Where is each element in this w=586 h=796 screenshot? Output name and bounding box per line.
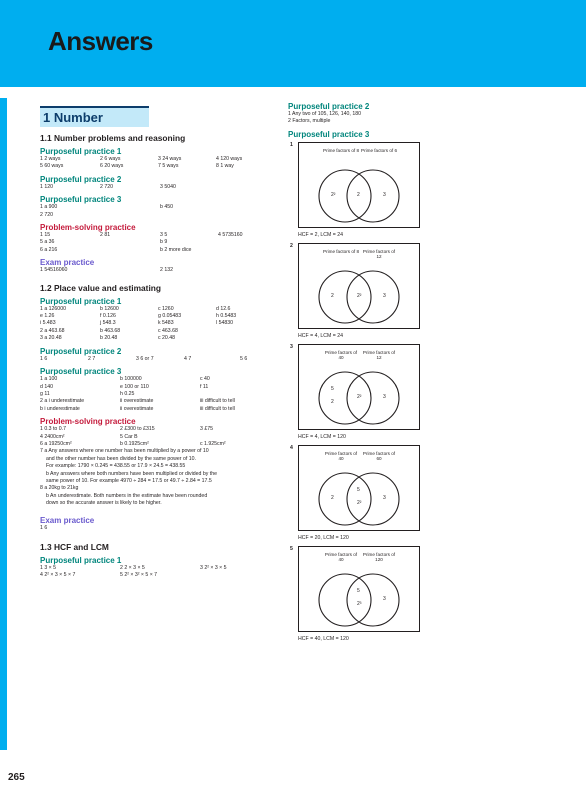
answer: 3 6 or 7	[136, 355, 154, 362]
answer: b 450	[160, 204, 173, 211]
answer-table	[40, 232, 280, 254]
answer: c 40	[200, 376, 210, 383]
venn-item	[288, 243, 578, 339]
answer: b 12600	[100, 305, 119, 312]
answer-row	[40, 384, 280, 391]
answer: 1 6	[40, 355, 48, 362]
answer: b 20.48	[100, 335, 118, 342]
answer: 6 a 216	[40, 246, 58, 253]
answer: g 0.05483	[158, 313, 182, 320]
answer: j 548.3	[100, 320, 116, 327]
answer-row	[40, 572, 280, 579]
answer-table	[40, 565, 280, 580]
answer	[218, 247, 278, 254]
answer: 5 a 36	[40, 239, 55, 246]
prime-factor: 5	[331, 385, 334, 392]
answer: 2 720	[100, 183, 113, 190]
answer: 2 7	[88, 355, 96, 362]
question-number: 5	[290, 545, 293, 552]
answer-row	[40, 239, 280, 246]
answer: h 0.25	[120, 390, 135, 397]
answer	[200, 391, 260, 398]
answer: d 12.6	[216, 305, 231, 312]
answer: iii difficult to tell	[200, 405, 235, 412]
answer: 1 3 × 5	[40, 565, 57, 572]
answer-text: 1 6	[40, 524, 48, 531]
answer-text: same power of 10. For example 4970 ÷ 284 = 17.5 or 49.7 ÷ 2.84 = 17.5	[46, 477, 212, 484]
answer: 3 £75	[200, 426, 213, 433]
answer-table	[40, 376, 280, 413]
answer: 2 720	[40, 211, 53, 218]
venn-circles	[299, 244, 419, 328]
prime-factor: 3	[383, 595, 386, 602]
answer	[100, 239, 160, 246]
answer: 1 a 126000	[40, 305, 66, 312]
answer-text: b An underestimate. Both numbers in the estimate have been rounded	[46, 492, 208, 499]
page-title: Answers	[48, 26, 153, 56]
answer-row	[40, 356, 280, 363]
answer: 2 2 × 3 × 5	[120, 565, 145, 572]
prime-factor: 2	[331, 494, 334, 501]
answer-table	[40, 426, 280, 448]
answer: 1 0.3 to 0.7	[40, 426, 66, 433]
set-b-label: Prime factors of 120	[362, 551, 396, 563]
prime-factor: 5	[357, 486, 360, 493]
answer: 5 2² × 3² × 5 × 7	[120, 572, 158, 579]
set-a-label: Prime factors of 8	[323, 147, 359, 153]
hcf-lcm-caption: HCF = 4, LCM = 24	[298, 332, 343, 339]
prime-factor: 2²	[357, 499, 362, 506]
answer-row	[40, 267, 280, 274]
set-a-circle	[319, 170, 371, 222]
answer: 6 a 19250cm²	[40, 440, 72, 447]
answer: b 463.68	[100, 327, 121, 334]
set-b-circle	[347, 473, 399, 525]
answer: b i underestimate	[40, 405, 80, 412]
answer: h 0.5483	[216, 313, 237, 320]
answer-row	[40, 391, 280, 398]
set-b-label: Prime factors of 12	[362, 349, 396, 361]
answer: 2 a 463.68	[40, 327, 65, 334]
answer-row	[40, 565, 280, 572]
prime-factor: 3	[383, 191, 386, 198]
answer	[160, 212, 220, 219]
answer: 1 54516060	[40, 267, 68, 274]
subheading: Purposeful practice 1	[40, 147, 122, 156]
answer: k 5483	[158, 320, 174, 327]
answer: 2 6 ways	[100, 156, 121, 162]
venn-diagram	[298, 546, 420, 632]
subheading: Purposeful practice 2	[288, 102, 370, 111]
answer: 4 120 ways	[216, 156, 243, 162]
answer: l 54830	[216, 320, 234, 327]
hcf-lcm-caption: HCF = 40, LCM = 120	[298, 635, 349, 642]
prime-factor: 3	[383, 494, 386, 501]
set-b-label: Prime factors of 6	[361, 147, 397, 153]
subheading: Purposeful practice 1	[40, 296, 122, 306]
venn-diagram	[298, 142, 420, 228]
answer: b 100000	[120, 376, 142, 383]
answer-table	[40, 156, 280, 171]
answer: 4 5735160	[218, 232, 243, 239]
answer	[200, 434, 260, 441]
answer: i 5.483	[40, 320, 56, 327]
right-column	[288, 100, 578, 647]
answer-row	[40, 335, 280, 342]
subheading: Problem-solving practice	[40, 417, 136, 427]
answer-text: 2 Factors, multiple	[288, 118, 331, 125]
prime-factor: 2²	[331, 191, 336, 198]
answer-row	[40, 232, 280, 239]
prime-factor: 2³	[357, 600, 362, 607]
answer	[100, 247, 160, 254]
venn-circles	[299, 345, 419, 429]
answer-text: 7 a Any answers where one number has been multiplied by a power of 10	[40, 448, 209, 455]
answer: 2 a i underestimate	[40, 398, 85, 405]
answer-row	[40, 376, 280, 383]
answer-text: For example: 1790 × 0.245 = 438.55 or 17.9 × 24.5 = 438.55	[46, 463, 186, 470]
venn-diagram	[298, 344, 420, 430]
header-banner	[0, 0, 586, 87]
answer	[218, 239, 278, 246]
answer-text: 8 a 20kg to 21kg	[40, 485, 79, 492]
subheading: Purposeful practice 3	[40, 367, 122, 377]
answer: c 20.48	[158, 335, 176, 342]
answer: 3 2² × 3 × 5	[200, 565, 227, 572]
answer: iii difficult to tell	[200, 398, 235, 405]
set-b-label: Prime factors of 60	[362, 450, 396, 462]
page-number: 265	[8, 772, 25, 783]
answer: 2 £300 to £315	[120, 426, 155, 433]
prime-factor: 3	[383, 292, 386, 299]
answer-row	[40, 204, 280, 211]
answer-row	[40, 163, 280, 170]
answer: 4 2400cm²	[40, 433, 65, 440]
venn-item	[288, 546, 578, 642]
answer: c 1.925cm²	[200, 440, 226, 447]
subheading: Purposeful practice 1	[40, 556, 122, 566]
question-number: 2	[290, 242, 293, 249]
answer: ii overestimate	[120, 398, 154, 405]
subheading: Problem-solving practice	[40, 223, 136, 233]
answer: b 9	[160, 239, 168, 246]
set-a-circle	[319, 574, 371, 626]
answer-row	[40, 406, 280, 413]
set-a-label: Prime factors of 40	[324, 349, 358, 361]
subheading: Exam practice	[40, 515, 95, 525]
set-a-label: Prime factors of 8	[323, 248, 359, 254]
answer: 2 132	[160, 267, 173, 274]
answer-row	[40, 156, 280, 163]
subheading: Purposeful practice 3	[40, 195, 122, 205]
answer: 3 a 20.48	[40, 335, 62, 342]
answer-table	[40, 204, 280, 219]
answer-row	[40, 441, 280, 448]
question-number: 1	[290, 141, 293, 148]
answer: c 463.68	[158, 327, 178, 334]
answer	[216, 328, 276, 335]
answer	[200, 572, 260, 579]
set-a-circle	[319, 372, 371, 424]
answer: 4 7	[184, 355, 192, 362]
section-title: 1.2 Place value and estimating	[40, 282, 162, 293]
answer-row	[40, 320, 280, 327]
hcf-lcm-caption: HCF = 2, LCM = 24	[298, 231, 343, 238]
left-accent-bar	[0, 98, 7, 750]
set-a-label: Prime factors of 40	[324, 450, 358, 462]
answer-text: 1 Any two of 105, 126, 140, 180	[288, 111, 361, 117]
answer: 1 2 ways	[40, 156, 61, 162]
subheading: Exam practice	[40, 258, 95, 268]
set-b-circle	[347, 372, 399, 424]
answer: 2 81	[100, 232, 111, 239]
left-column	[40, 100, 280, 580]
answer: 5 60 ways	[40, 163, 64, 170]
answer: 7 5 ways	[158, 163, 179, 170]
answer-row	[40, 398, 280, 405]
venn-list	[288, 142, 578, 642]
prime-factor: 2²	[357, 292, 362, 299]
answer: 1 15	[40, 232, 51, 239]
section-title: 1.1 Number problems and reasoning	[40, 133, 186, 143]
answer-row	[40, 328, 280, 335]
answer-row	[40, 434, 280, 441]
section-title: 1.3 HCF and LCM	[40, 542, 109, 553]
answer-row	[40, 212, 280, 219]
set-b-circle	[347, 170, 399, 222]
answer: 5 Car B	[120, 433, 138, 440]
venn-diagram	[298, 243, 420, 329]
answer-row	[40, 247, 280, 254]
answer: g 11	[40, 390, 50, 397]
venn-diagram	[298, 445, 420, 531]
answer: 3 5	[160, 232, 168, 239]
answer-text: and the other number has been divided by the same power of 10.	[46, 455, 196, 462]
answer: 1 120	[40, 183, 53, 190]
answer: f 0.126	[100, 313, 116, 320]
answer: e 100 or 110	[120, 383, 149, 390]
answer: b 0.1925cm²	[120, 440, 149, 447]
answer-row	[40, 306, 280, 313]
answer: e 1.26	[40, 313, 55, 320]
subheading: Purposeful practice 2	[40, 346, 122, 356]
venn-item	[288, 445, 578, 541]
prime-factor: 3	[383, 393, 386, 400]
prime-factor: 2	[357, 191, 360, 198]
question-number: 4	[290, 444, 293, 451]
prime-factor: 2	[331, 398, 334, 405]
answer: 3 24 ways	[158, 156, 182, 162]
answer	[216, 335, 276, 342]
venn-item	[288, 142, 578, 238]
answer-table	[40, 306, 280, 343]
chapter-heading: 1 Number	[40, 106, 149, 127]
subheading: Purposeful practice 2	[40, 174, 122, 184]
prime-factor: 2	[331, 292, 334, 299]
answer-row	[40, 313, 280, 320]
set-b-circle	[347, 574, 399, 626]
answer: 1 a 900	[40, 204, 58, 211]
set-a-circle	[319, 473, 371, 525]
prime-factor: 2²	[357, 393, 362, 400]
answer: b 2 more dice	[160, 246, 192, 253]
answer: ii overestimate	[120, 405, 154, 412]
answer: 1 a 100	[40, 376, 58, 383]
subheading: Purposeful practice 3	[288, 129, 370, 139]
answer: 3 5040	[160, 183, 176, 190]
answer: 6 20 ways	[100, 163, 124, 170]
question-number: 3	[290, 343, 293, 350]
answer-text: b Any answers where both numbers have been multiplied or divided by the	[46, 470, 217, 477]
answer: c 1260	[158, 305, 174, 312]
answer: 4 2² × 3 × 5 × 7	[40, 572, 76, 579]
set-b-label: Prime factors of 12	[362, 248, 396, 260]
hcf-lcm-caption: HCF = 4, LCM = 120	[298, 433, 346, 440]
set-b-circle	[347, 271, 399, 323]
set-a-circle	[319, 271, 371, 323]
set-a-label: Prime factors of 40	[324, 551, 358, 563]
answer: d 140	[40, 383, 53, 390]
answer: 5 6	[240, 355, 248, 362]
answer: 8 1 way	[216, 163, 234, 170]
answer-row	[40, 184, 280, 191]
venn-circles	[299, 143, 419, 227]
hcf-lcm-caption: HCF = 20, LCM = 120	[298, 534, 349, 541]
answer-text: down so the accurate answer is likely to be higher.	[46, 500, 162, 507]
prime-factor: 5	[357, 587, 360, 594]
answer-row	[40, 426, 280, 433]
venn-item	[288, 344, 578, 440]
answer: f 11	[200, 383, 209, 390]
